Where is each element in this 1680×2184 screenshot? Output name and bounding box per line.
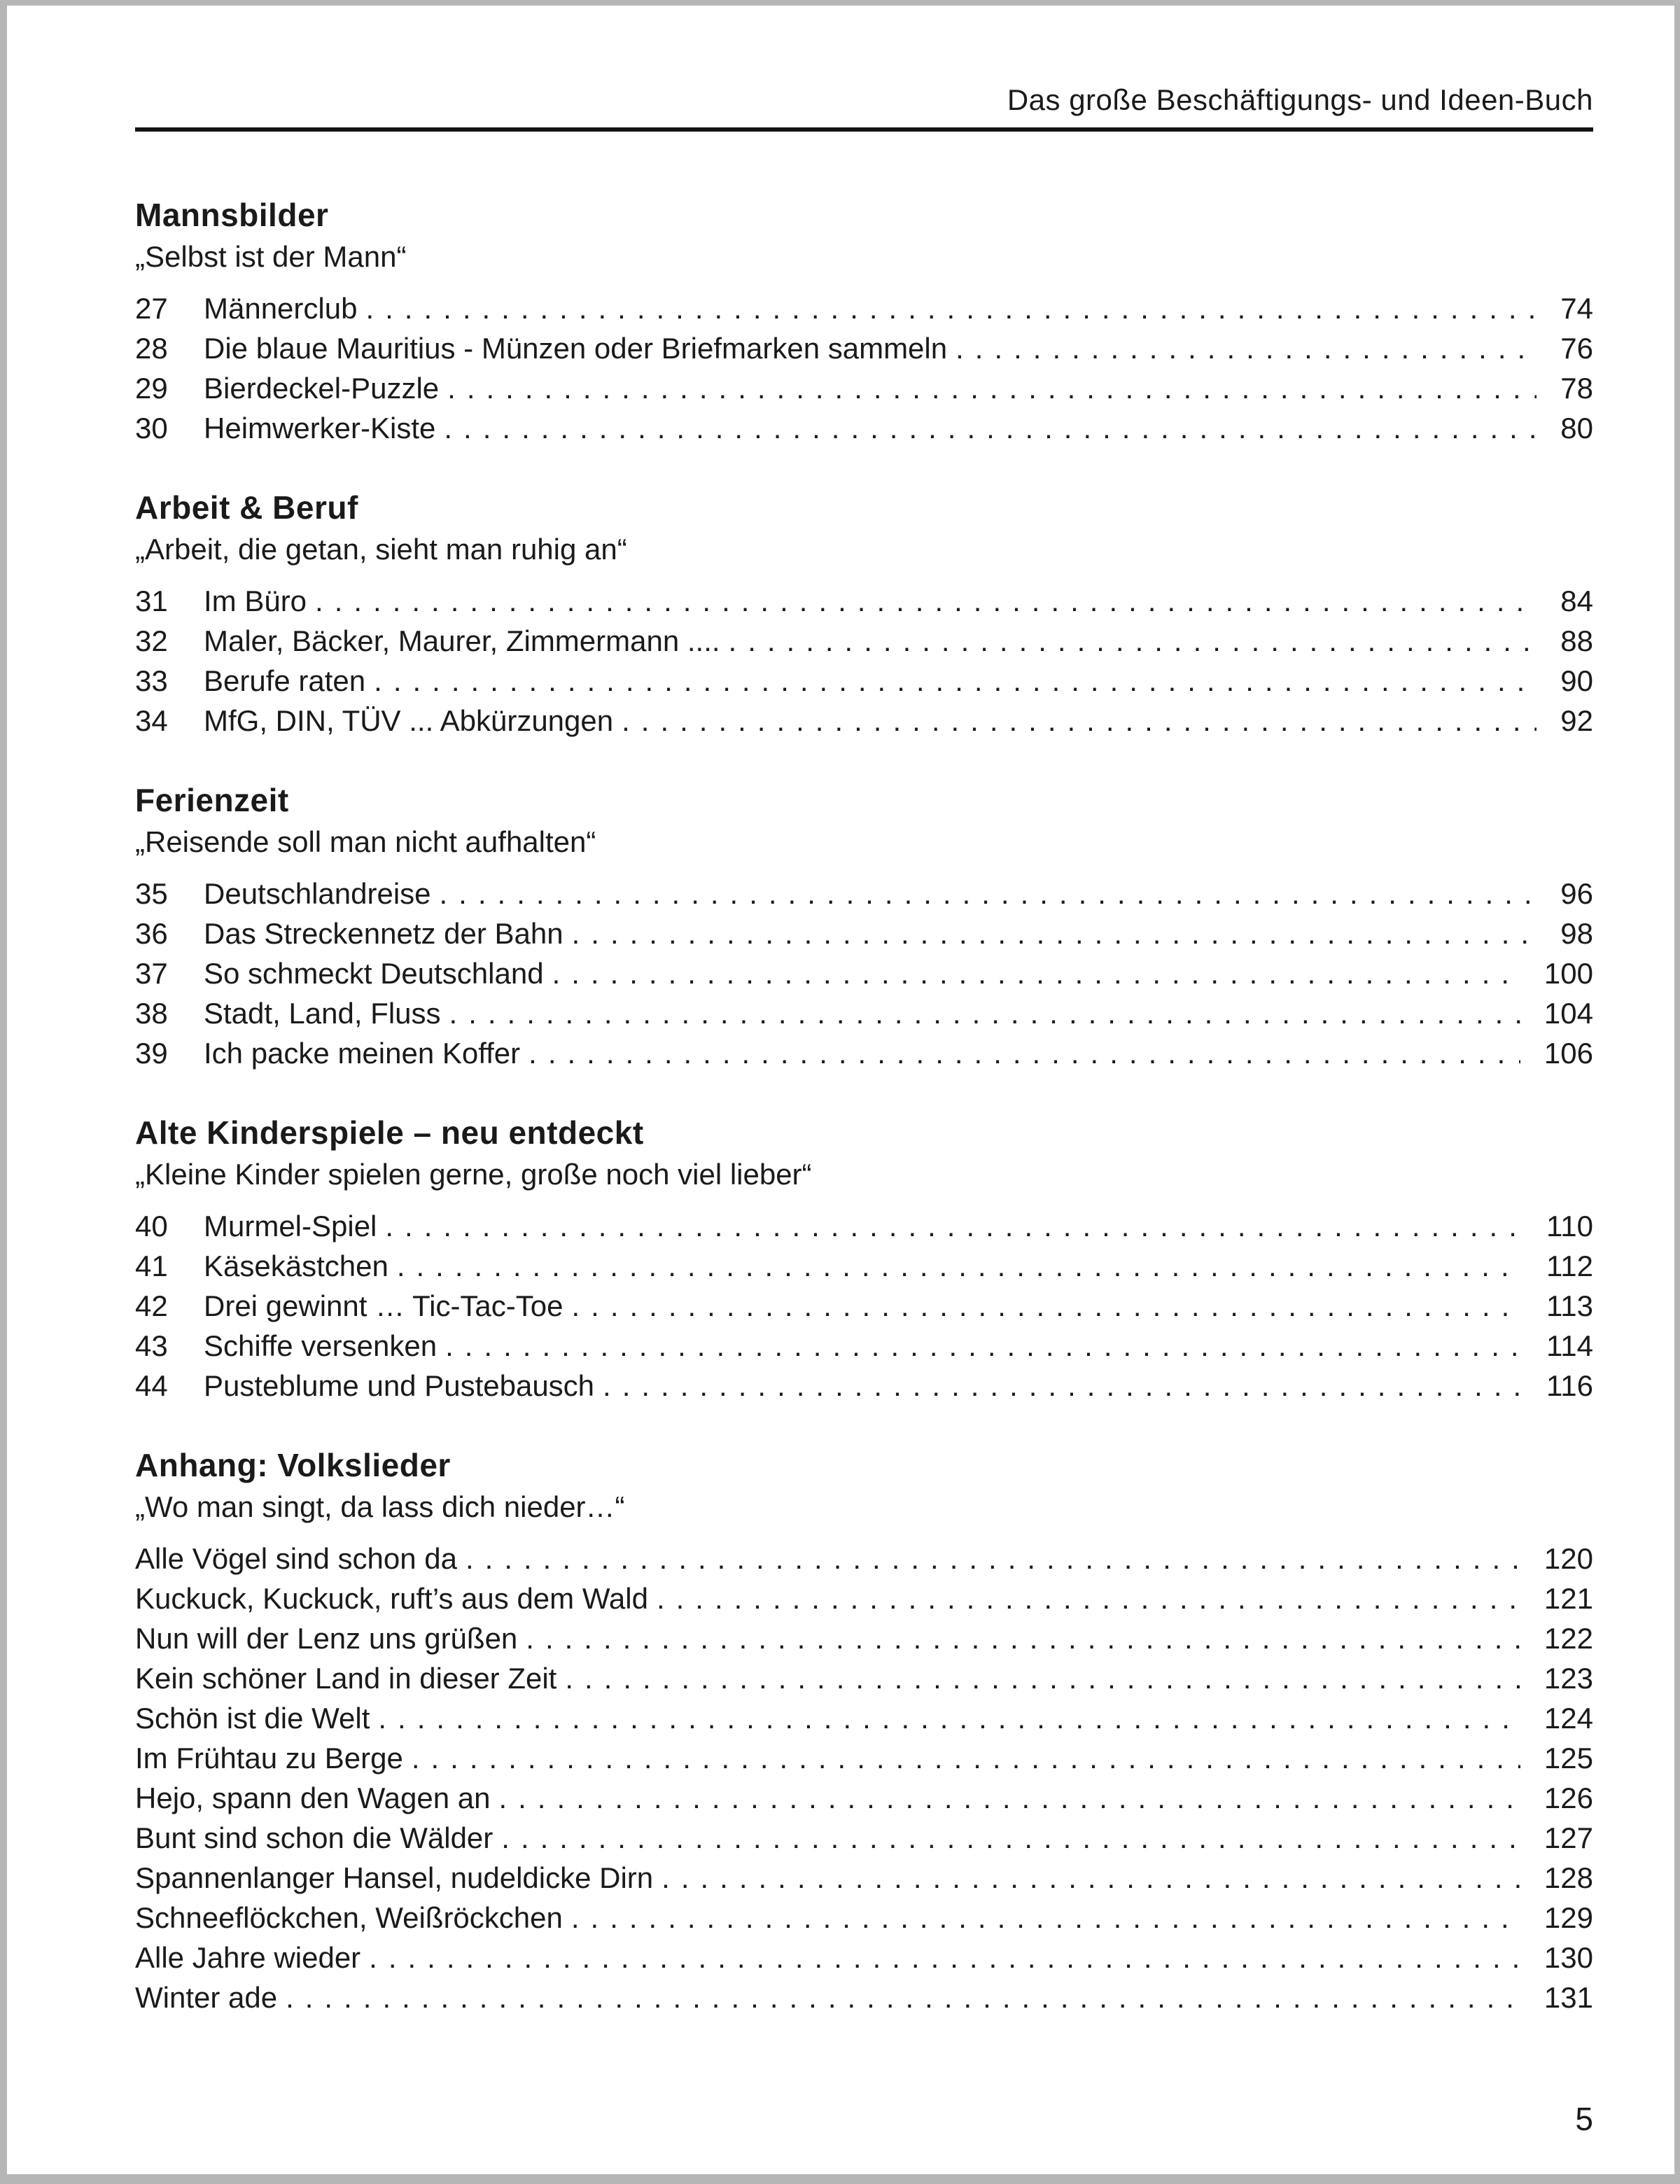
entry-page-number: 88 (1560, 624, 1593, 657)
toc-entry-row (135, 368, 1593, 408)
toc-entry-row (135, 1033, 1593, 1073)
entry-number: 31 (135, 584, 168, 617)
entry-number: 38 (135, 997, 168, 1030)
section-heading: Mannsbilder (135, 197, 329, 233)
entry-title: Die blaue Mauritius - Münzen oder Briefmarken sammeln (204, 332, 948, 365)
dot-leader (385, 1206, 1522, 1246)
entry-page-number: 131 (1544, 1981, 1593, 2014)
entry-title: Schön ist die Welt (135, 1702, 370, 1735)
entry-title: Kuckuck, Kuckuck, ruft’s aus dem Wald (135, 1582, 648, 1615)
toc-section (135, 195, 1593, 448)
entry-page-number: 76 (1560, 332, 1593, 365)
toc-entry-row (135, 288, 1593, 328)
section-entries (135, 1539, 1593, 2017)
dot-leader (571, 1898, 1520, 1938)
dot-leader (412, 1738, 1520, 1778)
toc-entry-row (135, 1738, 1593, 1778)
section-subtitle: „Selbst ist der Mann“ (135, 240, 407, 273)
entry-page-number: 92 (1560, 704, 1593, 737)
entry-number: 29 (135, 372, 168, 405)
entry-page-number: 128 (1544, 1861, 1593, 1894)
dot-leader (465, 1539, 1520, 1578)
dot-leader (565, 1658, 1520, 1698)
entry-page-number: 80 (1560, 412, 1593, 444)
toc-sections (135, 195, 1593, 2017)
section-heading: Anhang: Volkslieder (135, 1447, 451, 1483)
entry-title: Pusteblume und Pustebausch (204, 1369, 595, 1402)
toc-entry-row (135, 1578, 1593, 1618)
entry-title: Alle Jahre wieder (135, 1941, 361, 1974)
dot-leader (286, 1977, 1520, 2017)
toc-section (135, 780, 1593, 1073)
toc-entry-row (135, 1539, 1593, 1578)
entry-page-number: 126 (1544, 1782, 1593, 1814)
entry-page-number: 122 (1544, 1622, 1593, 1655)
entry-title: Kein schöner Land in dieser Zeit (135, 1662, 557, 1695)
entry-page-number: 123 (1544, 1662, 1593, 1695)
entry-number: 30 (135, 412, 168, 444)
entry-page-number: 113 (1546, 1289, 1593, 1322)
section-entries (135, 874, 1593, 1073)
dot-leader (955, 328, 1536, 368)
toc-entry-row (135, 913, 1593, 953)
dot-leader (729, 621, 1537, 661)
entry-page-number: 116 (1546, 1369, 1593, 1402)
entry-page-number: 98 (1560, 917, 1593, 950)
entry-number: 34 (135, 704, 168, 737)
entry-title: Nun will der Lenz uns grüßen (135, 1622, 518, 1655)
toc-entry-row (135, 581, 1593, 621)
entry-number: 27 (135, 292, 168, 325)
entry-page-number: 104 (1544, 997, 1593, 1030)
dot-leader (378, 1698, 1520, 1738)
toc-entry-row (135, 1286, 1593, 1326)
entry-number: 33 (135, 664, 168, 697)
running-head-book-title: Das große Beschäftigungs- und Ideen-Buch (1007, 83, 1593, 116)
toc-entry-row (135, 993, 1593, 1033)
toc-entry-row (135, 953, 1593, 993)
entry-page-number: 84 (1560, 584, 1593, 617)
entry-number: 32 (135, 624, 168, 657)
dot-leader (315, 581, 1536, 621)
dot-leader (365, 288, 1536, 328)
toc-entry-row (135, 1778, 1593, 1818)
page-content (135, 6, 1593, 2017)
entry-title: Alle Vögel sind schon da (135, 1542, 457, 1575)
entry-page-number: 129 (1544, 1901, 1593, 1934)
section-subtitle: „Kleine Kinder spielen gerne, große noch viel lieber“ (135, 1158, 812, 1191)
dot-leader (603, 1366, 1522, 1406)
entry-title: Männerclub (204, 292, 358, 325)
entry-number: 40 (135, 1210, 168, 1242)
toc-entry-row (135, 1658, 1593, 1698)
entry-number: 37 (135, 957, 168, 990)
entry-title: Schneeflöckchen, Weißröckchen (135, 1901, 563, 1934)
entry-title: Im Büro (204, 584, 307, 617)
dot-leader (397, 1246, 1522, 1286)
entry-title: Murmel-Spiel (204, 1210, 377, 1242)
entry-title: Stadt, Land, Fluss (204, 997, 441, 1030)
entry-number: 39 (135, 1037, 168, 1070)
dot-leader (501, 1818, 1520, 1858)
dot-leader (498, 1778, 1520, 1818)
dot-leader (662, 1858, 1520, 1898)
toc-section (135, 487, 1593, 741)
entry-page-number: 114 (1546, 1329, 1593, 1362)
dot-leader (657, 1578, 1520, 1618)
entry-title: Käsekästchen (204, 1250, 388, 1282)
dot-leader (440, 874, 1537, 913)
entry-number: 35 (135, 877, 168, 910)
entry-page-number: 120 (1544, 1542, 1593, 1575)
toc-entry-row (135, 874, 1593, 913)
entry-page-number: 100 (1544, 957, 1593, 990)
entry-title: Drei gewinnt … Tic-Tac-Toe (204, 1289, 564, 1322)
dot-leader (528, 1033, 1520, 1073)
toc-entry-row (135, 1246, 1593, 1286)
entry-title: Bunt sind schon die Wälder (135, 1821, 493, 1854)
dot-leader (526, 1618, 1520, 1658)
entry-page-number: 90 (1560, 664, 1593, 697)
entry-number: 42 (135, 1289, 168, 1322)
entry-title: Ich packe meinen Koffer (204, 1037, 521, 1070)
page-number: 5 (1575, 2101, 1593, 2137)
toc-entry-row (135, 1206, 1593, 1246)
entry-title: So schmeckt Deutschland (204, 957, 544, 990)
entry-page-number: 110 (1546, 1210, 1593, 1242)
section-subtitle: „Reisende soll man nicht aufhalten“ (135, 825, 596, 858)
toc-entry-row (135, 1326, 1593, 1366)
toc-entry-row (135, 1858, 1593, 1898)
entry-title: Schiffe versenken (204, 1329, 438, 1362)
dot-leader (444, 408, 1536, 448)
entry-page-number: 106 (1544, 1037, 1593, 1070)
entry-title: Hejo, spann den Wagen an (135, 1782, 491, 1814)
dot-leader (445, 1326, 1522, 1366)
dot-leader (374, 661, 1536, 701)
toc-section (135, 1112, 1593, 1406)
section-heading: Alte Kinderspiele – neu entdeckt (135, 1114, 644, 1151)
section-heading: Ferienzeit (135, 782, 289, 818)
section-entries (135, 581, 1593, 741)
section-subtitle: „Wo man singt, da lass dich nieder…“ (135, 1490, 625, 1523)
book-page (7, 6, 1674, 2174)
dot-leader (447, 368, 1536, 408)
toc-entry-row (135, 1698, 1593, 1738)
entry-page-number: 124 (1544, 1702, 1593, 1735)
toc-entry-row (135, 1898, 1593, 1938)
entry-title: Deutschlandreise (204, 877, 431, 910)
entry-title: MfG, DIN, TÜV ... Abkürzungen (204, 704, 614, 737)
entry-title: Maler, Bäcker, Maurer, Zimmermann .... (204, 624, 720, 657)
dot-leader (552, 953, 1520, 993)
entry-title: Winter ade (135, 1981, 278, 2014)
entry-page-number: 78 (1560, 372, 1593, 405)
entry-page-number: 127 (1544, 1821, 1593, 1854)
dot-leader (572, 1286, 1523, 1326)
toc-entry-row (135, 701, 1593, 741)
toc-entry-row (135, 1618, 1593, 1658)
entry-title: Berufe raten (204, 664, 366, 697)
entry-title: Spannenlanger Hansel, nudeldicke Dirn (135, 1861, 654, 1894)
toc-entry-row (135, 621, 1593, 661)
entry-number: 44 (135, 1369, 168, 1402)
entry-number: 43 (135, 1329, 168, 1362)
entry-page-number: 96 (1560, 877, 1593, 910)
toc-entry-row (135, 1366, 1593, 1406)
section-heading: Arbeit & Beruf (135, 489, 358, 526)
entry-page-number: 125 (1544, 1742, 1593, 1774)
entry-title: Im Frühtau zu Berge (135, 1742, 403, 1774)
toc-entry-row (135, 408, 1593, 448)
entry-number: 41 (135, 1250, 168, 1282)
section-subtitle: „Arbeit, die getan, sieht man ruhig an“ (135, 533, 627, 566)
entry-page-number: 112 (1546, 1250, 1593, 1282)
dot-leader (449, 993, 1520, 1033)
toc-entry-row (135, 328, 1593, 368)
section-entries (135, 1206, 1593, 1406)
entry-number: 36 (135, 917, 168, 950)
toc-entry-row (135, 661, 1593, 701)
dot-leader (622, 701, 1536, 741)
toc-entry-row (135, 1818, 1593, 1858)
entry-page-number: 130 (1544, 1941, 1593, 1974)
entry-page-number: 121 (1544, 1582, 1593, 1615)
toc-section (135, 1445, 1593, 2017)
toc-entry-row (135, 1977, 1593, 2017)
section-entries (135, 288, 1593, 448)
entry-number: 28 (135, 332, 168, 365)
toc-entry-row (135, 1938, 1593, 1977)
entry-title: Das Streckennetz der Bahn (204, 917, 564, 950)
dot-leader (369, 1938, 1520, 1977)
dot-leader (572, 913, 1537, 953)
entry-title: Heimwerker-Kiste (204, 412, 436, 444)
entry-title: Bierdeckel-Puzzle (204, 372, 440, 405)
entry-page-number: 74 (1560, 292, 1593, 325)
header-rule-divider (135, 127, 1593, 132)
